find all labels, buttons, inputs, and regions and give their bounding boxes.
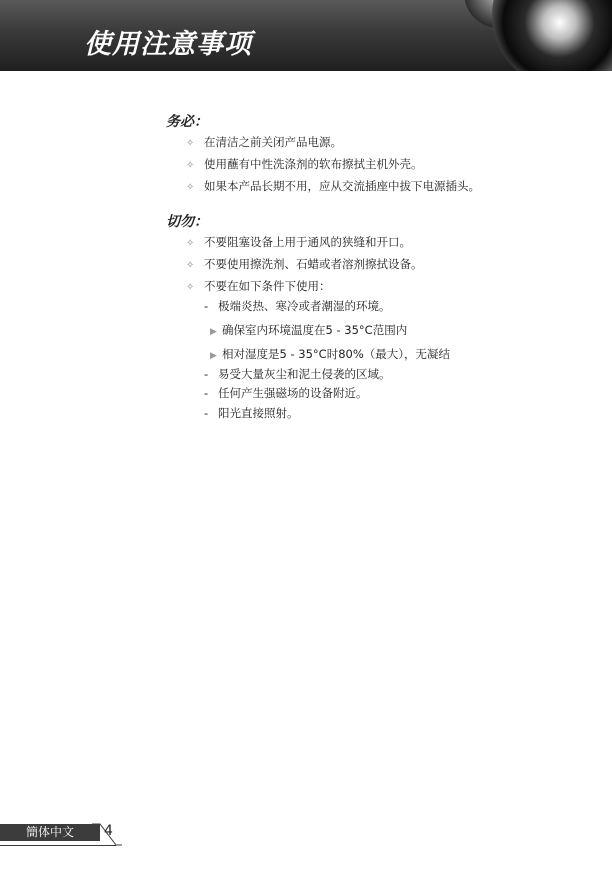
must-item-text: 如果本产品长期不用，应从交流插座中拔下电源插头。 <box>204 179 480 193</box>
sub-condition-item <box>210 346 450 362</box>
dash-bullet: - <box>204 367 209 381</box>
must-item <box>186 156 423 172</box>
dash-bullet: - <box>204 406 209 420</box>
diamond-bullet-icon: ✧ <box>186 138 195 149</box>
condition-item <box>204 298 391 314</box>
condition-item <box>204 385 368 401</box>
page-title: 使用注意事项 <box>84 29 252 60</box>
must-item-text: 使用蘸有中性洗涤剂的软布擦拭主机外壳。 <box>204 157 423 171</box>
dash-bullet: - <box>204 299 209 313</box>
sub-condition-item <box>210 322 407 338</box>
condition-text: 任何产生强磁场的设备附近。 <box>218 386 368 400</box>
dont-item <box>186 234 411 250</box>
triangle-bullet-icon: ▶ <box>210 327 217 337</box>
dont-item-text: 不要在如下条件下使用： <box>204 279 331 293</box>
footer-language-label: 簡体中文 <box>26 825 75 839</box>
diamond-bullet-icon: ✧ <box>186 238 195 249</box>
condition-item <box>204 405 299 421</box>
triangle-bullet-icon: ▶ <box>210 351 217 361</box>
dont-item <box>186 256 423 272</box>
condition-item <box>204 366 391 382</box>
page-number: 4 <box>104 823 113 839</box>
dont-section-title: 切勿： <box>166 214 208 230</box>
dont-item-text: 不要阻塞设备上用于通风的狭缝和开口。 <box>204 235 411 249</box>
must-item <box>186 178 480 194</box>
page-header <box>0 0 612 71</box>
condition-text: 易受大量灰尘和泥土侵袭的区域。 <box>218 367 391 381</box>
diamond-bullet-icon: ✧ <box>186 182 195 193</box>
diamond-bullet-icon: ✧ <box>186 160 195 171</box>
dash-bullet: - <box>204 386 209 400</box>
condition-text: 极端炎热、寒冷或者潮湿的环境。 <box>218 299 391 313</box>
must-item <box>186 134 342 150</box>
projector-lens-graphic <box>492 0 612 71</box>
must-item-text: 在清洁之前关闭产品电源。 <box>204 135 342 149</box>
must-section-title: 务必： <box>166 114 208 130</box>
dont-item <box>186 278 331 294</box>
condition-text: 阳光直接照射。 <box>218 406 299 420</box>
sub-condition-text: 相对湿度是5 - 35°C时80%（最大），无凝结 <box>222 347 450 361</box>
diamond-bullet-icon: ✧ <box>186 260 195 271</box>
diamond-bullet-icon: ✧ <box>186 282 195 293</box>
footer-rule <box>0 845 116 846</box>
sub-condition-text: 确保室内环境温度在5 - 35°C范围内 <box>222 323 408 337</box>
dont-item-text: 不要使用擦洗剂、石蜡或者溶剂擦拭设备。 <box>204 257 423 271</box>
